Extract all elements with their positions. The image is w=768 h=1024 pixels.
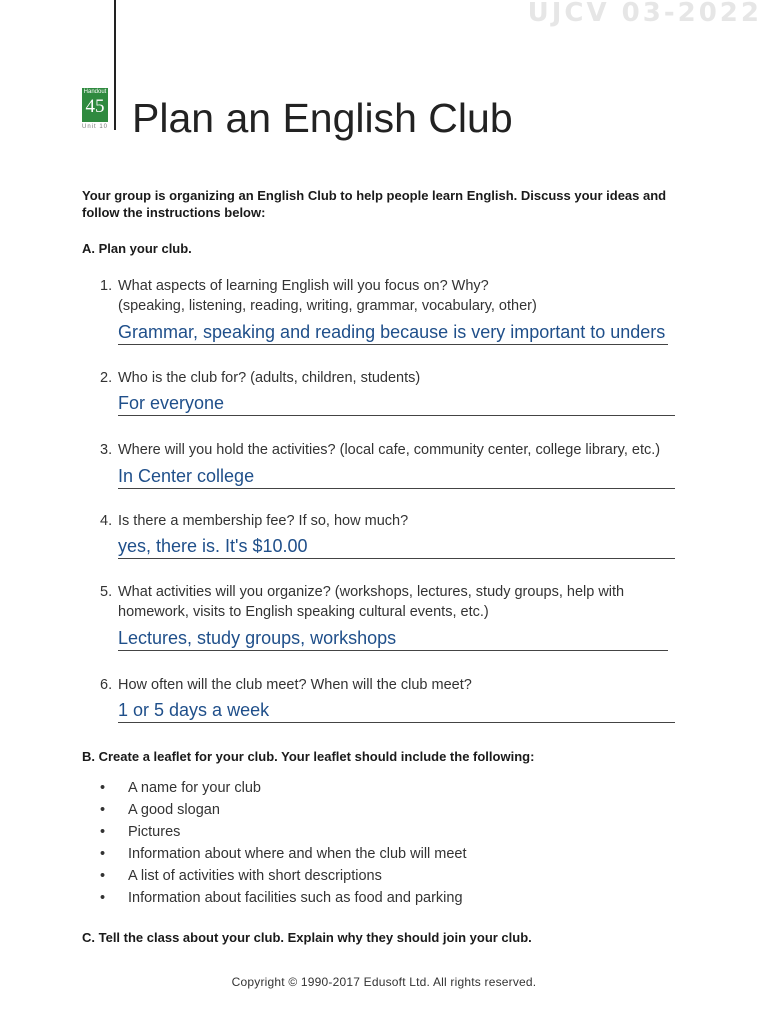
leaflet-requirements-list xyxy=(100,777,467,909)
list-item xyxy=(100,843,467,865)
list-item xyxy=(100,865,467,887)
section-a-heading: A. Plan your club. xyxy=(82,241,192,256)
question-number: 6. xyxy=(100,677,113,693)
question-6 xyxy=(100,675,700,695)
answer-field-4[interactable]: yes, there is. It's $10.00 xyxy=(118,534,675,559)
answer-field-2[interactable]: For everyone xyxy=(118,391,675,416)
question-4 xyxy=(100,511,700,531)
bullet-icon: • xyxy=(100,846,106,862)
question-text: How often will the club meet? When will the club meet? xyxy=(118,677,472,693)
handout-badge xyxy=(82,88,108,122)
bullet-icon: • xyxy=(100,890,106,906)
section-c-heading: C. Tell the class about your club. Explain why they should join your club. xyxy=(82,930,532,945)
bullet-icon: • xyxy=(100,824,106,840)
question-text: Where will you hold the activities? (local cafe, community center, college library, etc.) xyxy=(118,442,661,458)
question-number: 5. xyxy=(100,584,113,600)
answer-field-1[interactable]: Grammar, speaking and reading because is very important to unders xyxy=(118,320,668,345)
list-item-text: Pictures xyxy=(128,824,181,840)
question-text: Who is the club for? (adults, children, students) xyxy=(118,370,421,386)
list-item-text: Information about where and when the club will meet xyxy=(128,846,467,862)
handout-number: 45 xyxy=(85,96,105,117)
list-item xyxy=(100,777,467,799)
question-number: 1. xyxy=(100,278,113,294)
answer-field-6[interactable]: 1 or 5 days a week xyxy=(118,698,675,723)
question-3 xyxy=(100,440,700,460)
question-text: Is there a membership fee? If so, how much? xyxy=(118,513,409,529)
question-subtext: (speaking, listening, reading, writing, grammar, vocabulary, other) xyxy=(118,298,537,314)
unit-label: Unit 10 xyxy=(82,124,109,130)
list-item xyxy=(100,887,467,909)
section-b-heading: B. Create a leaflet for your club. Your leaflet should include the following: xyxy=(82,749,535,764)
question-1 xyxy=(100,276,700,316)
list-item xyxy=(100,821,467,843)
question-text: What activities will you organize? (workshops, lectures, study groups, help with xyxy=(118,584,625,600)
question-text: What aspects of learning English will you focus on? Why? xyxy=(118,278,489,294)
bullet-icon: • xyxy=(100,868,106,884)
page-title: Plan an English Club xyxy=(132,95,513,141)
question-5 xyxy=(100,582,700,622)
bullet-icon: • xyxy=(100,802,106,818)
badge-label: Handout xyxy=(83,89,107,95)
question-number: 2. xyxy=(100,370,113,386)
list-item-text: A list of activities with short descriptions xyxy=(128,868,382,884)
watermark: UJCV 03-2022 xyxy=(527,0,762,28)
list-item-text: A name for your club xyxy=(128,780,261,796)
answer-field-3[interactable]: In Center college xyxy=(118,464,675,489)
question-number: 3. xyxy=(100,442,113,458)
list-item xyxy=(100,799,467,821)
bullet-icon: • xyxy=(100,780,106,796)
question-2 xyxy=(100,368,700,388)
list-item-text: A good slogan xyxy=(128,802,220,818)
question-subtext: homework, visits to English speaking cultural events, etc.) xyxy=(118,604,489,620)
intro-text: Your group is organizing an English Club to help people learn English. Discuss your ideas and follow the instructions below: xyxy=(82,188,667,220)
list-item-text: Information about facilities such as food and parking xyxy=(128,890,463,906)
question-number: 4. xyxy=(100,513,113,529)
answer-field-5[interactable]: Lectures, study groups, workshops xyxy=(118,626,668,651)
copyright-footer: Copyright © 1990-2017 Edusoft Ltd. All rights reserved. xyxy=(231,975,537,989)
header-divider xyxy=(114,0,116,130)
